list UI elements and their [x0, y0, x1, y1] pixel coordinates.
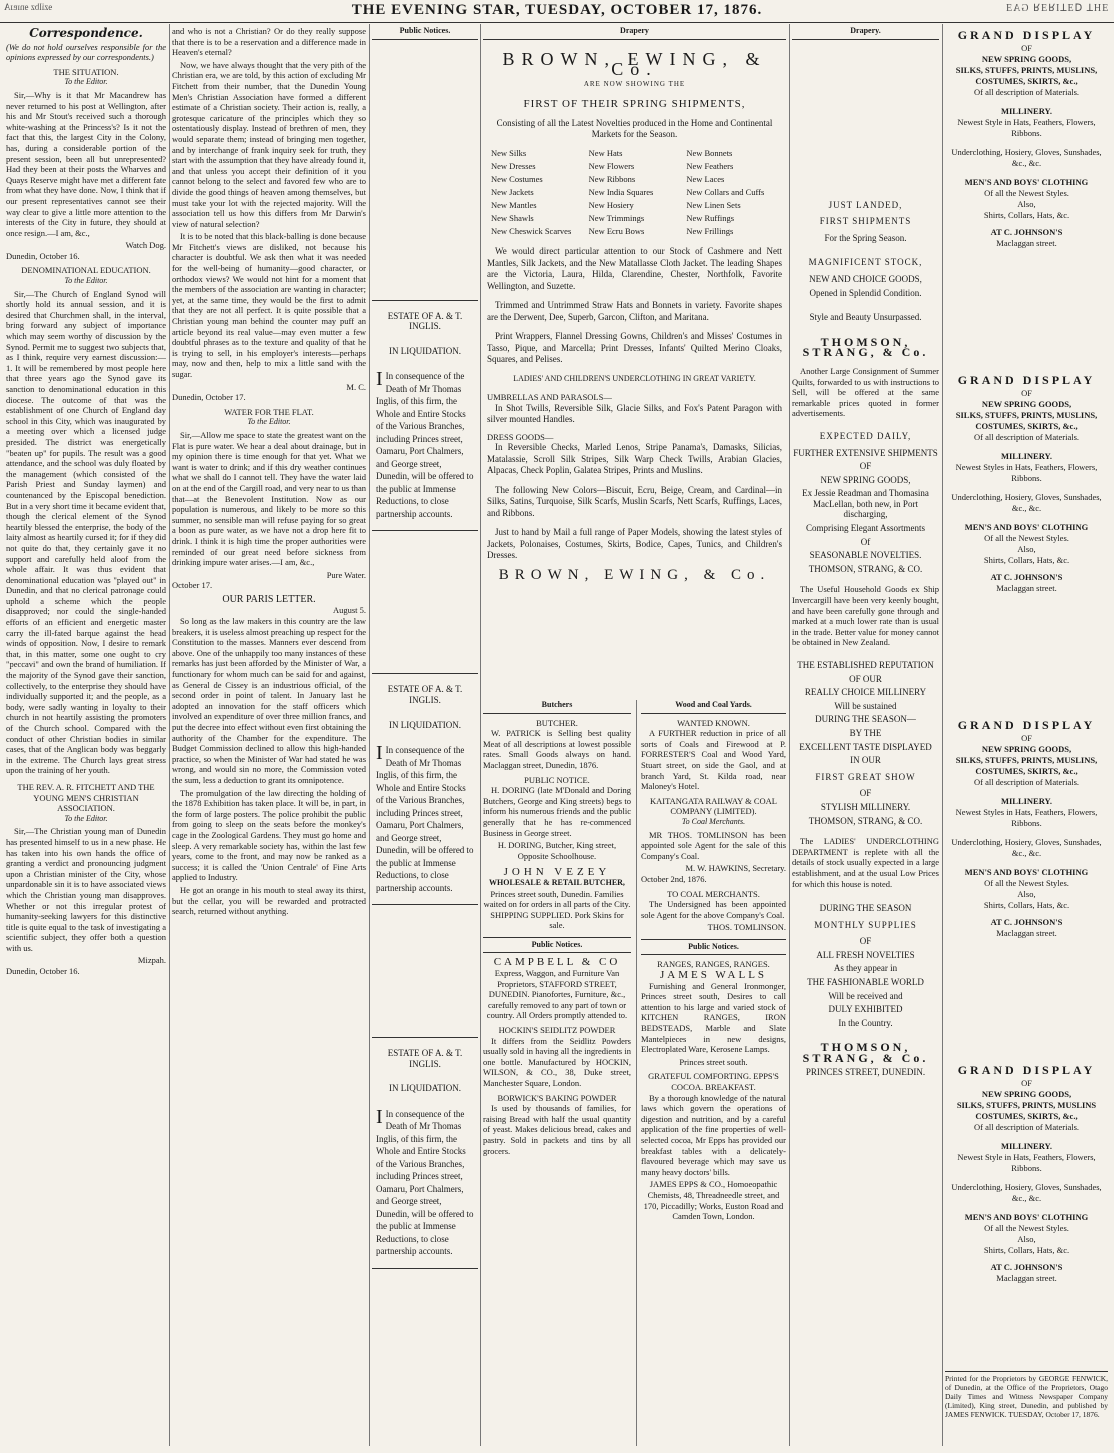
ad-line: OF: [1021, 1077, 1032, 1088]
ad-line: Maclaggan street.: [996, 1272, 1057, 1283]
ad-paragraph: A FURTHER reduction in price of all sorts of Coals and Firewood at P. FORRESTER'S Coal and Wood Yard, Stuart street, on side the Gaol, and at branch Yard, St. Kilda road, near Maloney's Hotel.: [641, 728, 786, 792]
column-rule: [169, 24, 170, 1446]
firm-name: BROWN, EWING, & Co.: [498, 566, 771, 583]
ad-line: Princes street south.: [679, 1056, 748, 1067]
article-signature: Watch Dog.: [125, 240, 166, 251]
ad-line: Of all description of Materials.: [973, 86, 1080, 97]
article-date: August 5.: [332, 605, 366, 616]
item: New Frillings: [686, 226, 734, 237]
ad-date: October 2nd, 1876.: [641, 873, 707, 884]
ad-line: THE ESTABLISHED REPUTATION: [797, 660, 934, 670]
ad-line: THOMSON, STRANG, & CO.: [808, 563, 923, 574]
ad-subhead: UMBRELLAS AND PARASOLS—: [487, 392, 612, 403]
column-public-notices: [372, 26, 478, 1446]
ad-line: MILLINERY.: [1000, 795, 1053, 806]
ad-line: Will be sustained: [834, 700, 897, 711]
article-title: THE SITUATION.: [53, 66, 119, 77]
article-body: Sir,—The Church of England Synod will shortly hold its annual session, and it is desired that Churchmen shall, in the interval, bring forward any subject of importance which may seem worthy of discussion by the Synod. Permit me to suggest two subjects that, as I think, require very earnest discussion:— 1. It will be remembered by most people here that three years ago the Synod gave its sanction to denominational education in this diocese. The outcome of that was the establishment of one Church of England day school in this City, which was inaugurated by a meeting over which a licensed judge presided. The district was energetically "beaten up" for pupils. The result was a good attendance, and the school was duly floated by the management (which consisted of the Parish Priest and Sunday laymen) and countenanced by the Episcopal benediction. But in a very short time it became evident that, though the clerical element of the Synod heartily blessed the enterprise, the body of the laity almost as heartily cursed it; for if they did not quite do that, they certainly gave it no support and carefully held aloof from the whole affair. It was thus evident that denominational education was "played out" in Dunedin, and that no clerical patronage could uphold a scheme which the people disapproved; nor could the single-handed efforts of an efficient and energetic master carry the ill-fated barque against the head winds of opposition. Now, I desire to remark that, in this matter, some one ought to cry "peccavi" and own the brand of humiliation. If the majority of the Synod gave their sanction, collectively, to the enterprise they should have individually supported it; and the people, as a body, were sadly wanting in loyalty to their church in not heartily assisting the promoters of the Church school. Compared with the conduct of other Christian bodies in similar cases, that of the Anglican body was beggarly in the extreme. The Church lays great stress upon the training of her youth.: [6, 288, 166, 776]
ad-paragraph: In Shot Twills, Reversible Silk, Glacie Silks, and Fox's Patent Paragon with silver mounted Handles.: [487, 402, 782, 425]
ad-line: AT C. JOHNSON'S: [990, 226, 1063, 237]
ad-headline: FIRST OF THEIR SPRING SHIPMENTS,: [523, 98, 746, 111]
ad-block: [945, 716, 1108, 1061]
article-body: It is to be noted that this black-balling is done because Mr Fitchett's views are disliked, not because his character is doubtful. We ask then what it was needed for the well-being of humanity—good character, or orthodox views? We would not hint for a moment that the members of the association are wanting in character; yet, at the same time, they would be the first to admit that they are not all perfect. It is quite possible that a Christian young man behind the counter may puff an article beyond its real value—may even mutter a few doubtful phrases as to the texture and quality of that he is trying to sell, in his employer's interests—perhaps may, now and then, help to mix a little sand with the sugar.: [172, 231, 366, 379]
ad-line: Newest Styles in Hats, Feathers, Flowers, Ribbons.: [955, 806, 1098, 828]
ad-line: ALL FRESH NOVELTIES: [816, 949, 915, 960]
item: New Costumes: [491, 174, 543, 185]
item: New Hats: [588, 148, 623, 159]
section-heading: Correspondence.: [29, 26, 143, 40]
ad-line: NEW SPRING GOODS,: [981, 53, 1072, 64]
item: New Dresses: [491, 161, 536, 172]
ad-line: Opened in Splendid Condition.: [809, 287, 922, 298]
ad-paragraph: The Undersigned has been appointed sole Agent for the above Company's Coal.: [641, 899, 786, 920]
article-signature: Mizpah.: [137, 955, 166, 966]
section-heading: Public Notices.: [483, 937, 631, 954]
ad-line: FIRST GREAT SHOW: [815, 771, 916, 782]
ad-line: Comprising Elegant Assortments: [806, 523, 925, 534]
article-title: OUR PARIS LETTER.: [222, 593, 316, 605]
ad-paragraph: W. PATRICK is Selling best quality Meat of all descriptions at lowest possible rates. Small Goods always on hand. Maclaggan street, Dunedin, 1876.: [483, 728, 631, 770]
firm-name: THOMSON, STRANG, & Co.: [802, 1040, 929, 1066]
ad-line: Of all the Newest Styles.: [984, 187, 1069, 198]
item: New Ruffings: [686, 213, 735, 224]
ad-headline: BUTCHER.: [536, 717, 578, 728]
item: New Ecru Bows: [588, 226, 645, 237]
ad-line: DURING THE SEASON—: [815, 714, 916, 725]
ad-line: JUST LANDED,: [828, 199, 903, 210]
ad-paragraph: The LADIES' UNDERCLOTHING DEPARTMENT is replete with all the details of stock usually expected in a large establishment, and at the usual Low Prices for which this house is noted.: [792, 836, 939, 889]
ad-line: NEW SPRING GOODS,: [820, 474, 911, 485]
ad-line: Newest Style in Hats, Feathers, Flowers, Ribbons.: [957, 116, 1096, 138]
ad-line: Shirts, Collars, Hats, &c.: [983, 1244, 1070, 1255]
column-grand-display: [945, 26, 1108, 1446]
ad-line: Of all description of Materials.: [973, 776, 1080, 787]
ad-line: MAGNIFICENT STOCK,: [808, 257, 923, 268]
ad-paragraph: The following New Colors—Biscuit, Ecru, Beige, Cream, and Cardinal—in Silks, Satins, Turquoise, Silk Scarfs, Muslin Scarfs, Nett Scarfs, Ruffings, Laces, and Ribbons.: [487, 484, 782, 518]
ad-line: NEW SPRING GOODS,: [981, 1088, 1072, 1099]
ad-line: Of all description of Materials.: [973, 431, 1080, 442]
article-signature: Pure Water.: [326, 569, 366, 580]
ad-line: Ex Jessie Readman and Thomasina MacLellan, both new, in Port discharging,: [802, 488, 929, 520]
ad-line: BY THE: [849, 727, 882, 738]
ad-line: Underclothing, Hosiery, Gloves, Sunshades, &c., &c.: [951, 146, 1102, 168]
item: New Flowers: [588, 161, 635, 172]
column-rule: [369, 24, 370, 1446]
ad-line: REALLY CHOICE MILLINERY: [804, 687, 927, 698]
ad-line: STYLISH MILLINERY.: [820, 801, 911, 812]
ad-line: In the Country.: [838, 1017, 893, 1028]
ad-line: MILLINERY.: [1000, 1140, 1053, 1151]
ad-line: AT C. JOHNSON'S: [990, 1261, 1063, 1272]
ad-title: GRAND DISPLAY: [957, 373, 1096, 387]
article-body: Now, we have always thought that the very pith of the Christian era, we are told, by this action of excluding Mr Fitchett from their number, that the Dunedin Young Men's Christian Association have formed a different estimate of a Christian society. Their action is, really, a grotesque caricature of the principles which they so ostentatiously display. Instead of brethren of men, they would separate them; instead of bringing men together, and by interchange of frank inquiry seek for truth, they start with the assumption that they have already found it, and that unless you accept their definition of it you cannot belong to the select and favored few who are to divide the good things of heaven among themselves, but must take your lot with the rejected majority. Will the association tell us how this differs from Mr Darwin's view of natural selection?: [172, 59, 366, 229]
ad-line: OF: [859, 788, 872, 799]
notice-title: ESTATE OF A. & T. INGLIS.: [387, 1048, 463, 1069]
ad-paragraph: Print Wrappers, Flannel Dressing Gowns, Children's and Misses' Costumes in Tasso, Pique, and Marcella; Print Dresses, Infants' Quilted Merino Cloaks, Squares, and Pelises.: [487, 331, 782, 365]
ad-headline: KAITANGATA RAILWAY & COAL COMPANY (LIMITED).: [650, 795, 777, 817]
item: New Jackets: [491, 187, 534, 198]
ad-line: IN OUR: [850, 755, 881, 766]
masthead-bar: [0, 0, 1114, 23]
ad-line: Of all the Newest Styles.: [984, 1222, 1069, 1233]
notice-subtitle: IN LIQUIDATION.: [389, 719, 461, 730]
ad-paragraph: H. DORING (late M'Donald and Doring Butchers, George and King streets) begs to inform his numerous friends and the public generally that he has re-commenced Business in George street.: [483, 785, 631, 838]
article-date: Dunedin, October 16.: [6, 250, 80, 261]
article-body: So long as the law makers in this country are the law breakers, it is useless almost preaching up respect for the Constitution to the masses. Manners ever descend from above. One of the unhappily too many instances of these remarks has just been afforded by the Minister of War, a functionary for whom much can be said for and against, as General de Cissey is an industrious official, of the second order in point of talent. In January last he adopted an innovation for the staff officers which involved an expenditure of over three million francs, and put the decree into effect without even first obtaining the authority of the Chamber for the expenditure. The Budget Commission declined to allow this high-handed practice, so when the Minister of War had stated he was wrong, and would sin no more, the Commission voted the sum, less a deduction to grant its omnipotence.: [172, 616, 366, 785]
ad-line: Of all description of Materials.: [973, 1121, 1080, 1132]
item: New Trimmings: [588, 213, 645, 224]
article-to: To the Editor.: [64, 813, 108, 823]
article-to: To the Editor.: [247, 417, 291, 427]
article-signature: M. C.: [346, 381, 366, 392]
ad-paragraph: In Reversible Checks, Marled Lenos, Stripe Panama's, Damasks, Silicias, Matalassie, Scroll Silk Stripes, Silk Warp Check Twills, Arabian Glacies, Alpacas, Check Poplin, Galatea Stripes, Prints and Muslins.: [487, 442, 782, 476]
ad-headline: GRATEFUL COMFORTING. EPPS'S COCOA. BREAKFAST.: [648, 1071, 779, 1092]
ad-paragraph: Another Large Consignment of Summer Quilts, forwarded to us with instructions to Sell, will be offered at the same remarkable prices quoted in former advertisements.: [792, 365, 939, 419]
ad-line: Also,: [1017, 1233, 1036, 1244]
section-heading: Public Notices.: [372, 26, 478, 40]
ad-line: Underclothing, Hosiery, Gloves, Sunshades, &c., &c.: [951, 836, 1102, 858]
ad-line: Newest Style in Hats, Feathers, Flowers, Ribbons.: [957, 1151, 1096, 1173]
notice-text: In consequence of the Death of Mr Thomas Inglis, of this firm, the Whole and Entire Stocks of the Various Branches, including Princes street, Oamaru, Port Chalmers, and George street, Dunedin, will be offered to the public at Immense Reductions, to close partnership accounts.: [376, 371, 474, 519]
ad-line: MONTHLY SUPPLIES: [814, 919, 917, 930]
item: New Bonnets: [686, 148, 733, 159]
ad-block: [945, 1061, 1108, 1371]
ad-line: OF OUR: [849, 673, 882, 684]
ad-line: Shirts, Collars, Hats, &c.: [983, 209, 1070, 220]
article-date: Dunedin, October 17.: [172, 392, 246, 403]
article-to: To the Editor.: [64, 276, 108, 286]
ad-line: Of: [860, 536, 871, 547]
mirrored-bleedthrough-right: ƎHꓕ ᗡƎꓕIꓤƎꓤ GAƎ: [1004, 3, 1108, 14]
section-heading: Drapery: [483, 26, 786, 40]
ad-line: SEASONABLE NOVELTIES.: [809, 550, 922, 561]
firm-name: THOMSON, STRANG, & Co.: [802, 334, 929, 360]
ad-line: Also,: [1017, 888, 1036, 899]
ad-line: Maclaggan street.: [996, 927, 1057, 938]
section-heading: Public Notices.: [641, 939, 786, 956]
ad-line: Maclaggan street.: [996, 237, 1057, 248]
ad-block: [945, 371, 1108, 716]
ad-headline: CAMPBELL & CO: [493, 956, 621, 969]
ad-line: MEN'S AND BOYS' CLOTHING: [964, 1211, 1089, 1222]
section-heading: Drapery.: [792, 26, 939, 40]
ad-line: MILLINERY.: [1000, 450, 1053, 461]
article-body: Sir,—The Christian young man of Dunedin has presented himself to us in a new phase. He has taken into his own hands the office of granting a verdict and pronouncing judgment upon a Christian minister of the City, whose unpardonable sin it is to have associated views which the Christian young man disapproves. Whether or not this irregular protest of humanity-seeking lawyers for this distinctive title is quite equal to the task of investigating a scientific subject, they offer both a question with us.: [6, 826, 166, 953]
ad-line: Will be received and: [828, 990, 903, 1001]
ad-line: Consisting of all the Latest Novelties produced in the Home and Continental Markets for the Season.: [496, 117, 773, 139]
firm-name: BROWN, EWING, & Co.: [502, 48, 767, 80]
item: New Ribbons: [588, 174, 636, 185]
item: New Cheswick Scarves: [491, 226, 572, 237]
ad-line: EXCELLENT TASTE DISPLAYED: [799, 741, 932, 752]
ad-line: OF: [1021, 387, 1032, 398]
notice-body: I In consequence of the Death of Mr Thomas Inglis, of this firm, the Whole and Entire Stocks of the Various Branches, including Princes street, Oamaru, Port Chalmers, and George street, Dunedin, will be offered to the public at Immense Reductions, to close partnership accounts.: [376, 1105, 474, 1257]
ad-line: SILKS, STUFFS, PRINTS, MUSLINS, COSTUMES, SKIRTS, &c.,: [955, 64, 1098, 86]
ad-line: For the Spring Season.: [824, 232, 907, 243]
ad-signature: THOS. TOMLINSON.: [707, 922, 786, 933]
item: New Shawls: [491, 213, 534, 224]
ad-paragraph: Trimmed and Untrimmed Straw Hats and Bonnets in variety. Favorite shapes are the Derwent, Dee, Superb, Garcon, Clifton, and Maritana.: [487, 300, 782, 322]
notice-text: In consequence of the Death of Mr Thomas Inglis, of this firm, the Whole and Entire Stocks of the Various Branches, including Princes street, Oamaru, Port Chalmers, and George street, Dunedin, will be offered to the public at Immense Reductions, to close partnership accounts.: [376, 1108, 474, 1257]
item: New Linen Sets: [686, 200, 741, 211]
ad-subhead: WHOLESALE & RETAIL BUTCHER,: [489, 877, 625, 887]
ad-paragraph: Furnishing and General Ironmonger, Princes street south, Desires to call attention to his large and varied stock of KITCHEN RANGES, IRON BEDSTEADS, Marble and Slate Mantelpieces in new designs, Electroplated Ware, Kerosene Lamps.: [641, 980, 786, 1055]
article-to: To the Editor.: [64, 77, 108, 87]
ad-line: NEW AND CHOICE GOODS,: [809, 273, 922, 284]
ad-line: Newest Styles in Hats, Feathers, Flowers, Ribbons.: [955, 461, 1098, 483]
ad-line: MEN'S AND BOYS' CLOTHING: [964, 866, 1089, 877]
notice-title: ESTATE OF A. & T. INGLIS.: [387, 684, 463, 705]
ad-headline: TO COAL MERCHANTS.: [667, 888, 760, 899]
ad-line: OF: [859, 936, 872, 947]
ad-paragraph: It differs from the Seidlitz Powders usually sold in having all the ingredients in one bottle. Manufactured by HOCKIN, WILSON, & CO., 38, Duke street, Manchester Square, London.: [483, 1035, 631, 1088]
ad-line: OF: [1021, 42, 1032, 53]
ad-line: THE FASHIONABLE WORLD: [807, 977, 924, 988]
ad-title: GRAND DISPLAY: [957, 718, 1096, 732]
ad-headline: JOHN VEZEY: [503, 866, 611, 879]
notice-text: In consequence of the Death of Mr Thomas Inglis, of this firm, the Whole and Entire Stocks of the Various Branches, including Princes street, Oamaru, Port Chalmers, and George street, Dunedin, will be offered to the public at Immense Reductions, to close partnership accounts.: [376, 745, 474, 893]
ad-signature: H. DORING, Butcher, King street, Opposite Schoolhouse.: [497, 840, 617, 861]
ad-line: DURING THE SEASON: [819, 903, 912, 914]
ad-line: EXPECTED DAILY,: [819, 430, 912, 441]
ad-line: Underclothing, Hosiery, Gloves, Sunshades, &c., &c.: [951, 1181, 1102, 1203]
item-list: [491, 147, 778, 238]
ad-line: ARE NOW SHOWING THE: [583, 79, 686, 88]
column-letters: [172, 26, 366, 1446]
ad-signature: M. W. HAWKINS, Secretary.: [685, 863, 786, 874]
section-heading: Butchers: [483, 700, 631, 714]
ad-line: SILKS, STUFFS, PRINTS, MUSLINS COSTUMES, SKIRTS, &c.,: [956, 1099, 1097, 1121]
notice-body: I In consequence of the Death of Mr Thomas Inglis, of this firm, the Whole and Entire Stocks of the Various Branches, including Princes street, Oamaru, Port Chalmers, and George street, Dunedin, will be offered to the public at Immense Reductions, to close partnership accounts.: [376, 368, 474, 519]
item: New Feathers: [686, 161, 734, 172]
article-body: Sir,—Why is it that Mr Macandrew has never returned to his post at Wellington, after his and Mr Stout's received such a thorough white-washing at the Princess's? Is it not the fact that this, the largest City in the Colony, has, during a considerable portion of the present session, been all but unrepresented? Had they been at their posts the Wharves and Quays Reserve might have met a different fate from what they have done. Now, I think that if our present representatives cannot see their way clear to give a little more attention to the interests of the City in future, they should at once resign.—I am, &c.,: [6, 89, 166, 238]
section-heading: Wood and Coal Yards.: [641, 700, 786, 714]
ad-line: MEN'S AND BOYS' CLOTHING: [964, 176, 1089, 187]
article-body: He got an orange in his mouth to steal away its thirst, but the cellar, you will be rewarded and protracted search, returned without anything.: [172, 884, 366, 917]
column-drapery-ad: [483, 26, 786, 696]
column-correspondence: [6, 26, 166, 1446]
ad-line: Style and Beauty Unsurpassed.: [809, 312, 922, 323]
ad-line: LADIES' AND CHILDREN'S UNDERCLOTHING IN GREAT VARIETY.: [513, 373, 756, 383]
ad-line: Shirts, Collars, Hats, &c.: [983, 554, 1070, 565]
mirrored-bleedthrough-left: ɘzilbz ɘnıɐɹA: [4, 2, 53, 12]
ad-line: MILLINERY.: [1000, 105, 1053, 116]
ad-subhead: To Coal Merchants.: [681, 816, 746, 826]
article-title: THE REV. A. R. FITCHETT AND THE YOUNG MEN'S CHRISTIAN ASSOCIATION.: [17, 781, 155, 814]
item: New Hosiery: [588, 200, 634, 211]
article-title: DENOMINATIONAL EDUCATION.: [21, 265, 151, 276]
ad-line: As they appear in: [833, 963, 898, 974]
ad-paragraph: MR THOS. TOMLINSON has been appointed sole Agent for the sale of this Company's Coal.: [641, 829, 786, 861]
ad-signature: JAMES EPPS & CO., Homoeopathic Chemists, 48, Threadneedle street, and 170, Piccadilly; Works, Euston Road and Camden Town, London.: [643, 1179, 784, 1222]
ad-title: GRAND DISPLAY: [957, 1063, 1096, 1077]
ad-line: AT C. JOHNSON'S: [990, 571, 1063, 582]
ad-paragraph: Princes street south, Dunedin. Families waited on for orders in all parts of the City. SHIPPING SUPPLIED. Pork Skins for sale.: [483, 888, 631, 931]
column-rule: [480, 24, 481, 1446]
ad-paragraph: Express, Waggon, and Furniture Van Proprietors, STAFFORD STREET, DUNEDIN. Pianofortes, Furniture, &c., carefully removed to any part of town or country. All Orders promptly attended to.: [486, 968, 628, 1021]
ad-line: Of all the Newest Styles.: [984, 532, 1069, 543]
ad-headline: HOCKIN'S SEIDLITZ POWDER: [498, 1025, 616, 1036]
ad-paragraph: The Useful Household Goods ex Ship Invercargill have been very keenly bought, and have been carefully gone through and marked at a much lower rate than is usual in the trade. Better value for money cannot be obtained in New Zealand.: [792, 584, 939, 648]
newspaper-masthead: THE EVENING STAR, TUESDAY, OCTOBER 17, 1876.: [351, 2, 763, 18]
ad-headline: JAMES WALLS: [659, 969, 768, 982]
ad-paragraph: By a thorough knowledge of the natural laws which govern the operations of digestion and nutrition, and by a careful application of the fine properties of well-selected cocoa, Mr Epps has provided our breakfast tables with a delicately-flavoured beverage which may save us many heavy doctors' bills.: [641, 1092, 786, 1177]
ad-line: Also,: [1017, 543, 1036, 554]
ad-subhead: DRESS GOODS—: [487, 431, 554, 442]
column-rule: [942, 24, 943, 1446]
ad-headline: RANGES, RANGES, RANGES.: [657, 959, 770, 970]
ad-line: SILKS, STUFFS, PRINTS, MUSLINS, COSTUMES, SKIRTS, &c.,: [955, 754, 1098, 776]
ad-line: Underclothing, Hosiery, Gloves, Sunshades, &c., &c.: [951, 491, 1102, 513]
ad-line: OF: [1021, 732, 1032, 743]
notice-subtitle: IN LIQUIDATION.: [389, 345, 461, 356]
item: New Silks: [491, 148, 527, 159]
item: New Laces: [686, 174, 725, 185]
item: New Collars and Cuffs: [686, 187, 765, 198]
ad-line: AT C. JOHNSON'S: [990, 916, 1063, 927]
article-date: Dunedin, October 16.: [6, 966, 80, 977]
item: New India Squares: [588, 187, 654, 198]
notice-subtitle: IN LIQUIDATION.: [389, 1083, 461, 1094]
article-body: The promulgation of the law directing the holding of the 1878 Exhibition has taken place. It will be, in part, in the form of large posters. The police prohibit the public from going to sleep on the seats before the monkey's cage in the Zoological Gardens. They must go home and sleep. A very remarkable society has, within the last few years, come to the front, and may now be ranked as a success; it is called the 'Union Centrale' of Fine Arts applied to Industry.: [172, 787, 366, 883]
disclaimer: (We do not hold ourselves responsible for the opinions expressed by our correspondents.): [6, 41, 166, 63]
article-body: and who is not a Christian? Or do they really suppose that there is to be a reservation and a difference made in Heaven's eternal?: [172, 26, 366, 58]
ad-headline: WANTED KNOWN.: [677, 717, 750, 728]
item: New Mantles: [491, 200, 537, 211]
ad-line: FURTHER EXTENSIVE SHIPMENTS: [793, 447, 938, 458]
ad-line: Shirts, Collars, Hats, &c.: [983, 899, 1070, 910]
ad-line: DULY EXHIBITED: [828, 1004, 903, 1015]
notice-title: ESTATE OF A. & T. INGLIS.: [387, 310, 463, 332]
ad-paragraph: Is used by thousands of families, for raising Bread with half the usual quantity of yeast. Makes delicious bread, cakes and pastry. Sold in packets and tins by all grocers.: [483, 1103, 631, 1156]
ad-paragraph: We would direct particular attention to our Stock of Cashmere and Nett Mantles, Silk Jackets, and the New Matallasse Cloth Jacket. The leading Shapes are the Victoria, Laura, Hilda, Clarendine, Chester, Northfolk, Favorite Wellington, and Suzette.: [487, 246, 782, 291]
ad-line: Of all the Newest Styles.: [984, 877, 1069, 888]
ad-line: FIRST SHIPMENTS: [819, 216, 912, 227]
ad-block: [945, 26, 1108, 371]
ad-line: OF: [859, 461, 872, 472]
column-drapery-thomson: [792, 26, 939, 1446]
ad-line: NEW SPRING GOODS,: [981, 743, 1072, 754]
ad-line: PRINCES STREET, DUNEDIN.: [805, 1066, 926, 1077]
ad-line: Also,: [1017, 198, 1036, 209]
column-rule: [636, 700, 637, 1446]
ad-title: GRAND DISPLAY: [957, 28, 1096, 42]
ad-line: Maclaggan street.: [996, 582, 1057, 593]
column-coal: [641, 700, 786, 1446]
ad-paragraph: Just to hand by Mail a full range of Paper Models, showing the latest styles of Jackets, Polonaises, Costumes, Skirts, Bodice, Capes, Tunics, and Children's Dresses.: [487, 527, 782, 561]
ad-line: THOMSON, STRANG, & CO.: [808, 815, 923, 826]
article-title: WATER FOR THE FLAT.: [224, 406, 314, 417]
ad-headline: BORWICK'S BAKING POWDER: [497, 1092, 617, 1103]
notice-body: I In consequence of the Death of Mr Thomas Inglis, of this firm, the Whole and Entire Stocks of the Various Branches, including Princes street, Oamaru, Port Chalmers, and George street, Dunedin, will be offered to the public at Immense Reductions, to close partnership accounts.: [376, 742, 474, 893]
article-body: Sir,—Allow me space to state the greatest want on the Flat is pure water. We hear a deal about drainage, but in my opinion there is time enough for that yet. What we want is water to drink; and if this dry weather continues what we shall do I cannot tell. They have the water laid on at the end of the Cargill road, and very near to us than that—at the Benevolent Institution. Now as our population is numerous, and likely to be more so this summer, no sensible man will refuse paying for so great a boon as pure water, as we have not a drop here fit to drink. I think it is high time the proper authorities were reminded of our great need before sickness from drinking impure water arises.—I am, &c.,: [172, 429, 366, 568]
printer-imprint: Printed for the Proprietors by GEORGE FENWICK, of Dunedin, at the Office of the Proprietors, Otago Daily Times and Witness Newspaper Company (Limited), King street, Dunedin, and published by JAMES FENWICK. TUESDAY, October 17, 1876.: [945, 1371, 1108, 1419]
ad-line: MEN'S AND BOYS' CLOTHING: [964, 521, 1089, 532]
column-butchers: [483, 700, 631, 1446]
column-rule: [789, 24, 790, 1446]
ad-line: NEW SPRING GOODS,: [981, 398, 1072, 409]
ad-line: SILKS, STUFFS, PRINTS, MUSLINS, COSTUMES, SKIRTS, &c.,: [955, 409, 1098, 431]
ad-headline: PUBLIC NOTICE.: [524, 774, 590, 785]
article-date: October 17.: [172, 580, 213, 591]
